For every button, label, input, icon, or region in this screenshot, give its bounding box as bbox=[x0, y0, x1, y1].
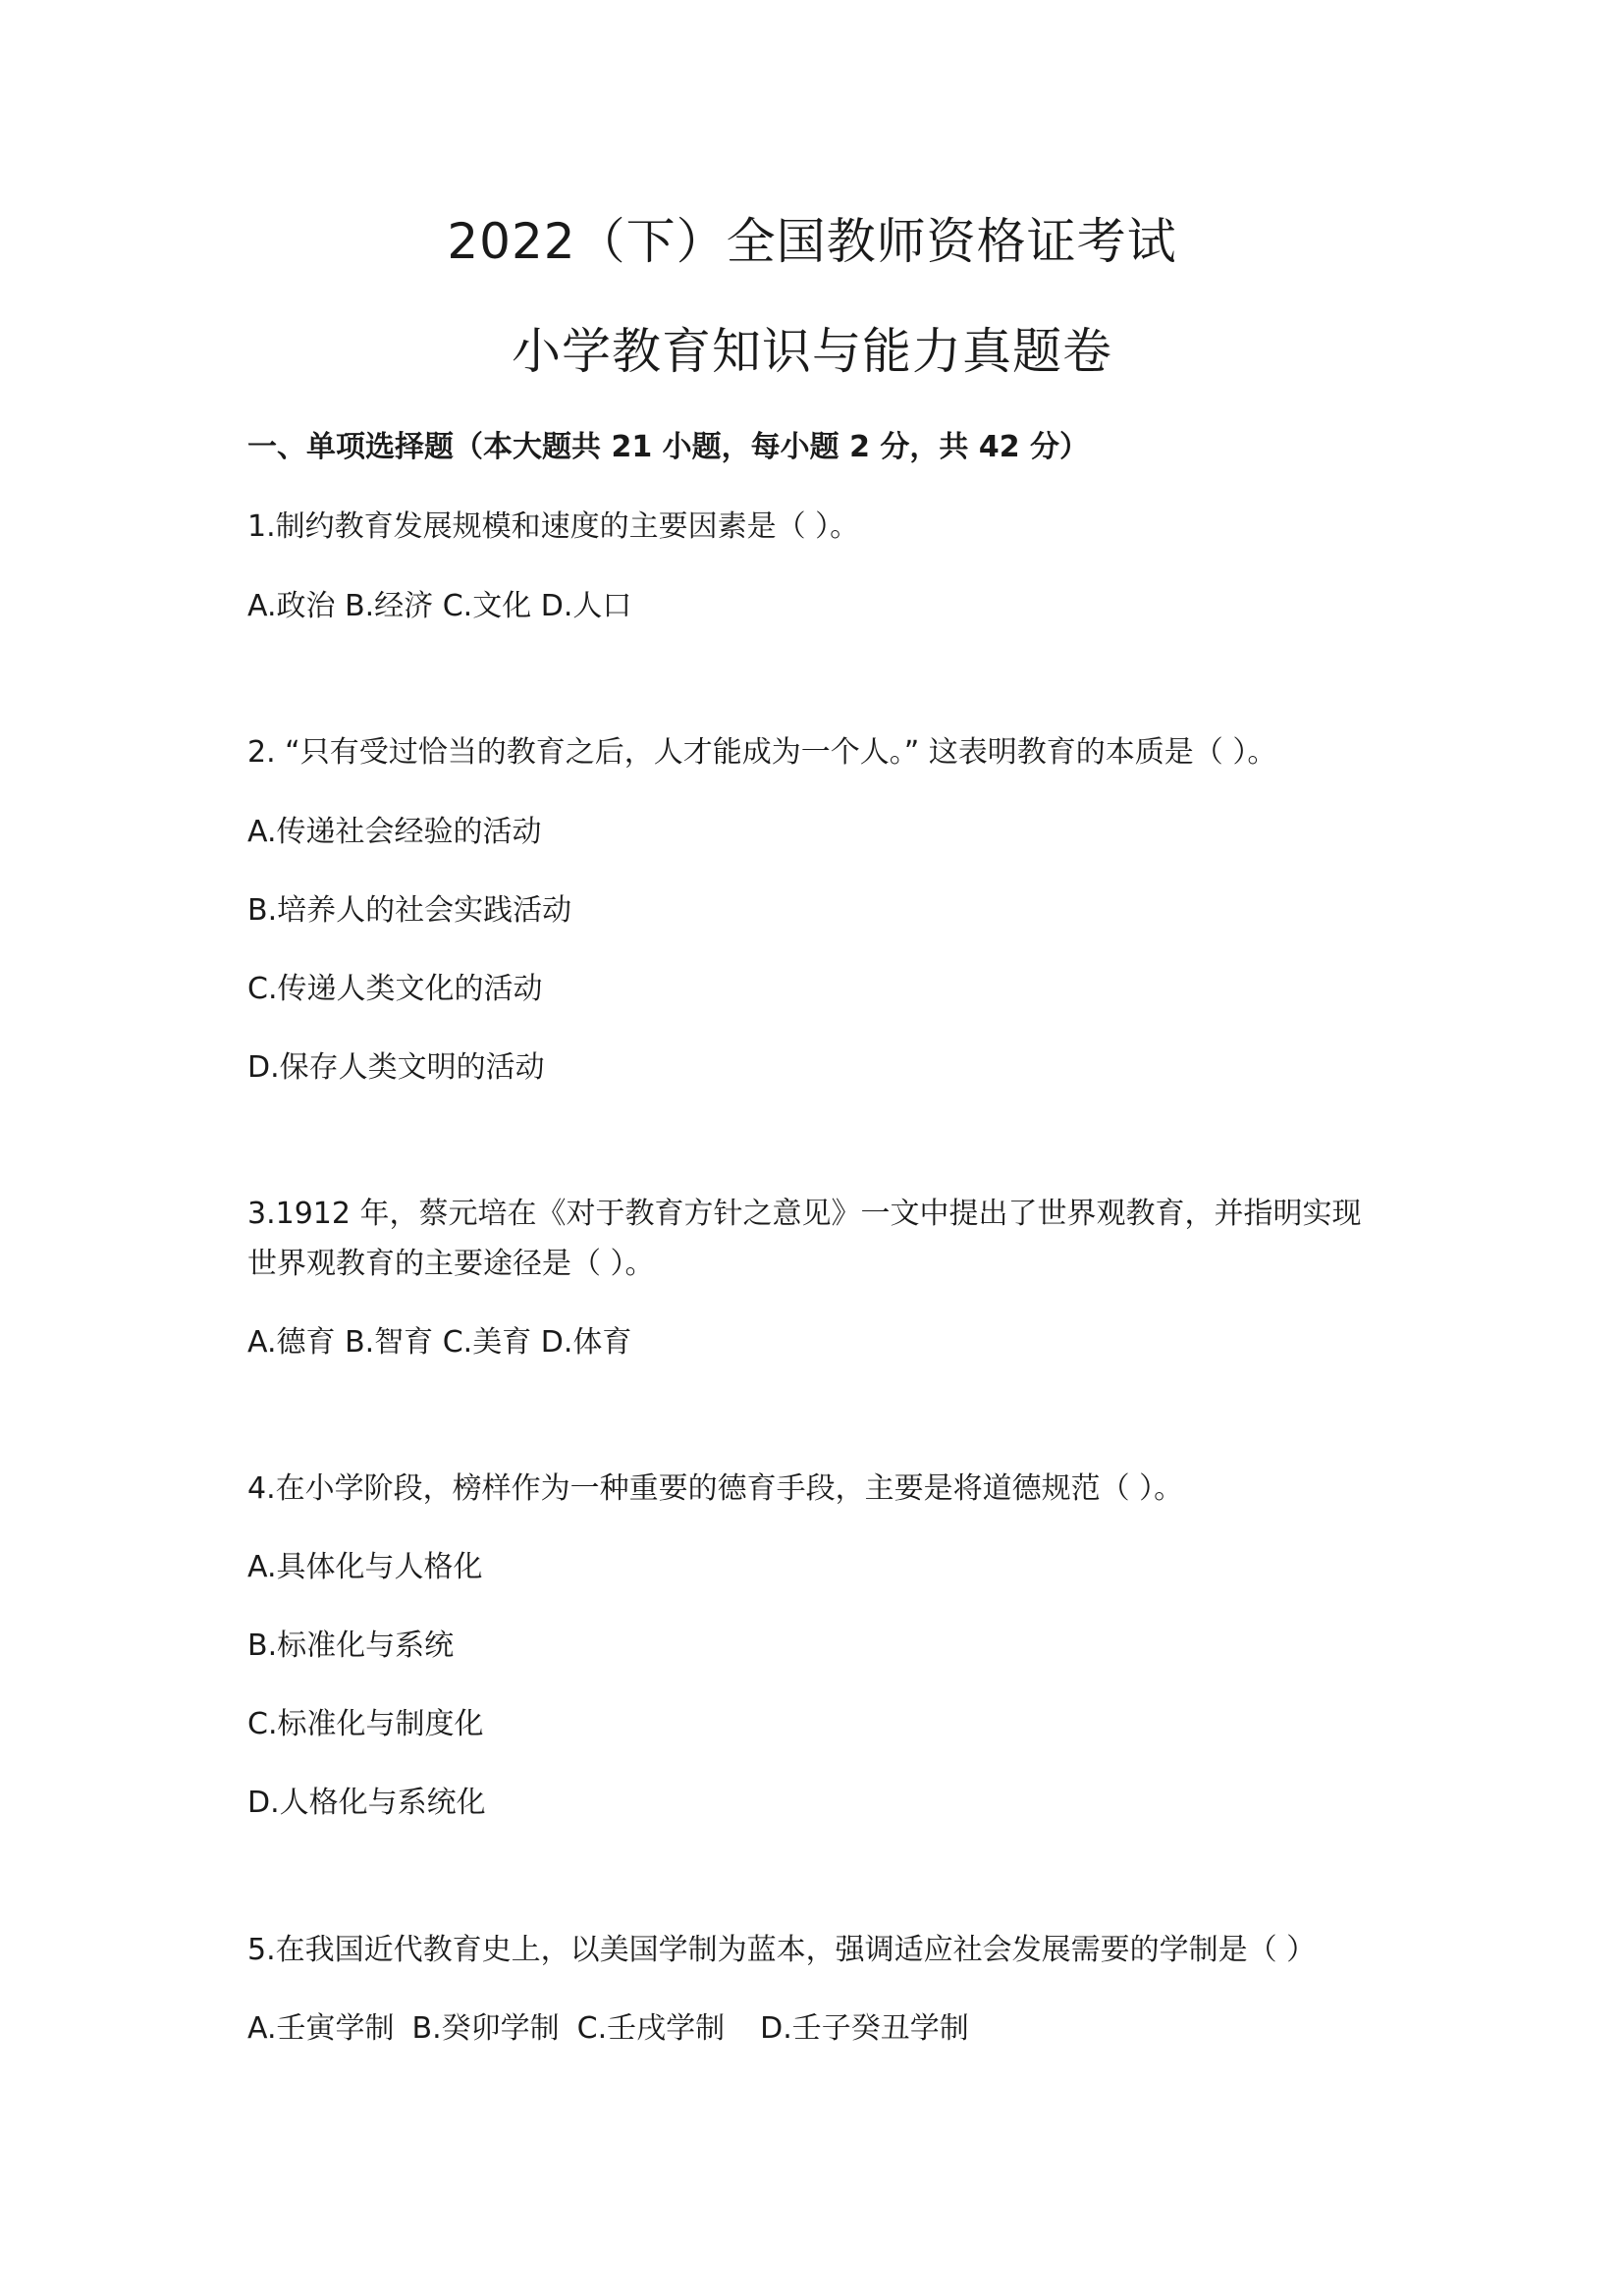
question-5-option-a: A.壬寅学制 bbox=[247, 2011, 395, 2046]
question-5-option-b: B.癸卯学制 bbox=[411, 2011, 560, 2046]
section-heading: 一、单项选择题（本大题共 21 小题，每小题 2 分，共 42 分） bbox=[247, 430, 1090, 464]
question-2-option-d: D.保存人类文明的活动 bbox=[247, 1050, 545, 1085]
question-3-stem-line-1: 3.1912 年，蔡元培在《对于教育方针之意见》一文中提出了世界观教育，并指明实现 bbox=[247, 1197, 1362, 1231]
question-5-option-d: D.壬子癸丑学制 bbox=[760, 2011, 969, 2046]
question-2-stem: 2. “只有受过恰当的教育之后，人才能成为一个人。” 这表明教育的本质是（ ）。 bbox=[247, 735, 1277, 770]
question-2-option-c: C.传递人类文化的活动 bbox=[247, 972, 543, 1006]
question-3-stem-line-2: 世界观教育的主要途径是（ ）。 bbox=[247, 1247, 655, 1281]
exam-title: 2022（下）全国教师资格证考试 bbox=[447, 213, 1177, 270]
question-5-option-c: C.壬戌学制 bbox=[576, 2011, 726, 2046]
question-5-stem: 5.在我国近代教育史上，以美国学制为蓝本，强调适应社会发展需要的学制是（ ） bbox=[247, 1933, 1317, 1967]
question-4-stem: 4.在小学阶段，榜样作为一种重要的德育手段，主要是将道德规范（ ）。 bbox=[247, 1471, 1184, 1506]
question-4-option-a: A.具体化与人格化 bbox=[247, 1550, 483, 1584]
question-4-option-b: B.标准化与系统 bbox=[247, 1629, 455, 1663]
question-5-options bbox=[247, 2009, 969, 2049]
question-1-stem: 1.制约教育发展规模和速度的主要因素是（ ）。 bbox=[247, 509, 860, 544]
question-4-option-d: D.人格化与系统化 bbox=[247, 1786, 486, 1820]
question-1-options: A.政治 B.经济 C.文化 D.人口 bbox=[247, 589, 632, 623]
question-2-option-b: B.培养人的社会实践活动 bbox=[247, 893, 572, 928]
question-2-option-a: A.传递社会经验的活动 bbox=[247, 815, 542, 849]
exam-subtitle: 小学教育知识与能力真题卷 bbox=[512, 323, 1112, 380]
question-3-options: A.德育 B.智育 C.美育 D.体育 bbox=[247, 1325, 632, 1360]
question-4-option-c: C.标准化与制度化 bbox=[247, 1707, 484, 1741]
